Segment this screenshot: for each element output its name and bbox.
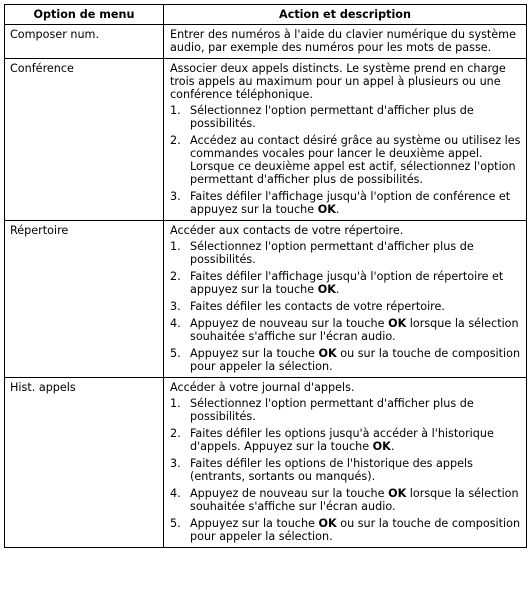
steps-list: [170, 397, 522, 543]
action-description-cell: [164, 25, 527, 59]
step-text-main: Sélectionnez l'option permettant d'afficher plus de possibilités.: [190, 397, 474, 423]
step-number: 5.: [170, 517, 181, 530]
step-text: [190, 104, 522, 130]
ok-key-label: OK: [372, 440, 391, 453]
menu-option-cell: Hist. appels: [5, 378, 164, 548]
step-item: [170, 427, 522, 453]
step-text-main: Faites défiler l'affichage jusqu'à l'option de conférence et appuyez sur la touche: [190, 190, 511, 216]
step-item: [170, 457, 522, 483]
step-text: [190, 457, 522, 483]
step-text-tail: ou sur la touche de composition pour appeler la sélection.: [190, 517, 521, 543]
description-text: Accéder à votre journal d'appels.: [170, 381, 355, 394]
step-text-tail: .: [390, 440, 395, 453]
step-text-tail: lorsque la sélection souhaitée s'affiche sur l'écran audio.: [190, 487, 519, 513]
step-text-main: Appuyez de nouveau sur la touche: [190, 317, 389, 330]
step-text-main: Appuyez de nouveau sur la touche: [190, 487, 389, 500]
step-text-main: Faites défiler les options de l'historique des appels (entrants, sortants ou manqués).: [190, 457, 473, 483]
ok-key-label: OK: [388, 317, 407, 330]
step-item: [170, 517, 522, 543]
table-row: [5, 221, 527, 378]
step-text-tail: .: [335, 203, 340, 216]
step-number: 1.: [170, 104, 181, 117]
step-item: [170, 270, 522, 296]
table-row: [5, 59, 527, 221]
step-text-main: Sélectionnez l'option permettant d'afficher plus de possibilités.: [190, 104, 474, 130]
step-item: [170, 487, 522, 513]
step-text: [190, 134, 522, 186]
step-text: [190, 270, 522, 296]
menu-options-table: [4, 4, 527, 548]
step-text-tail: ou sur la touche de composition pour appeler la sélection.: [190, 347, 521, 373]
header-action: Action et description: [164, 5, 527, 25]
step-item: [170, 300, 522, 313]
ok-key-label: OK: [317, 283, 336, 296]
step-text: [190, 240, 522, 266]
step-text-tail: lorsque la sélection souhaitée s'affiche sur l'écran audio.: [190, 317, 519, 343]
description-text: Entrer des numéros à l'aide du clavier numérique du système audio, par exemple des numéros pour les mots de passe.: [170, 28, 516, 54]
step-number: 4.: [170, 317, 181, 330]
step-text: [190, 427, 522, 453]
step-item: [170, 104, 522, 130]
table-header-row: [5, 5, 527, 25]
step-number: 2.: [170, 134, 181, 147]
action-description-cell: [164, 221, 527, 378]
step-item: [170, 190, 522, 216]
header-option: Option de menu: [5, 5, 164, 25]
step-item: [170, 134, 522, 186]
step-text-main: Appuyez sur la touche: [190, 347, 319, 360]
step-text-main: Appuyez sur la touche: [190, 517, 319, 530]
step-item: [170, 240, 522, 266]
menu-option-cell: Répertoire: [5, 221, 164, 378]
step-text: [190, 300, 522, 313]
step-text: [190, 487, 522, 513]
step-text: [190, 317, 522, 343]
step-text-main: Faites défiler les contacts de votre répertoire.: [190, 300, 445, 313]
step-text: [190, 517, 522, 543]
step-text: [190, 190, 522, 216]
action-description-cell: [164, 378, 527, 548]
ok-key-label: OK: [318, 517, 337, 530]
table-row: [5, 378, 527, 548]
action-description-cell: [164, 59, 527, 221]
menu-option-cell: Composer num.: [5, 25, 164, 59]
description-text: Associer deux appels distincts. Le système prend en charge trois appels au maximum pour un appel à plusieurs ou une conférence téléphonique.: [170, 62, 506, 101]
step-text-main: Accédez au contact désiré grâce au système ou utilisez les commandes vocales pour lancer le deuxième appel. Lorsque ce deuxième appel est actif, sélectionnez l'option permettant d'afficher plus de possibilités.: [190, 134, 521, 186]
ok-key-label: OK: [388, 487, 407, 500]
ok-key-label: OK: [317, 203, 336, 216]
step-number: 3.: [170, 300, 181, 313]
description-text: Accéder aux contacts de votre répertoire.: [170, 224, 404, 237]
step-number: 1.: [170, 397, 181, 410]
ok-key-label: OK: [318, 347, 337, 360]
step-item: [170, 397, 522, 423]
table-body: [5, 25, 527, 548]
table-row: [5, 25, 527, 59]
step-number: 3.: [170, 457, 181, 470]
step-number: 2.: [170, 427, 181, 440]
step-number: 4.: [170, 487, 181, 500]
step-text-tail: .: [335, 283, 340, 296]
steps-list: [170, 240, 522, 373]
step-text: [190, 397, 522, 423]
menu-option-cell: Conférence: [5, 59, 164, 221]
step-number: 1.: [170, 240, 181, 253]
steps-list: [170, 104, 522, 216]
step-text-main: Faites défiler les options jusqu'à accéder à l'historique d'appels. Appuyez sur la touche: [190, 427, 494, 453]
step-number: 2.: [170, 270, 181, 283]
step-item: [170, 317, 522, 343]
step-item: [170, 347, 522, 373]
step-text-main: Sélectionnez l'option permettant d'afficher plus de possibilités.: [190, 240, 474, 266]
step-text: [190, 347, 522, 373]
step-number: 5.: [170, 347, 181, 360]
step-number: 3.: [170, 190, 181, 203]
step-text-main: Faites défiler l'affichage jusqu'à l'option de répertoire et appuyez sur la touche: [190, 270, 504, 296]
